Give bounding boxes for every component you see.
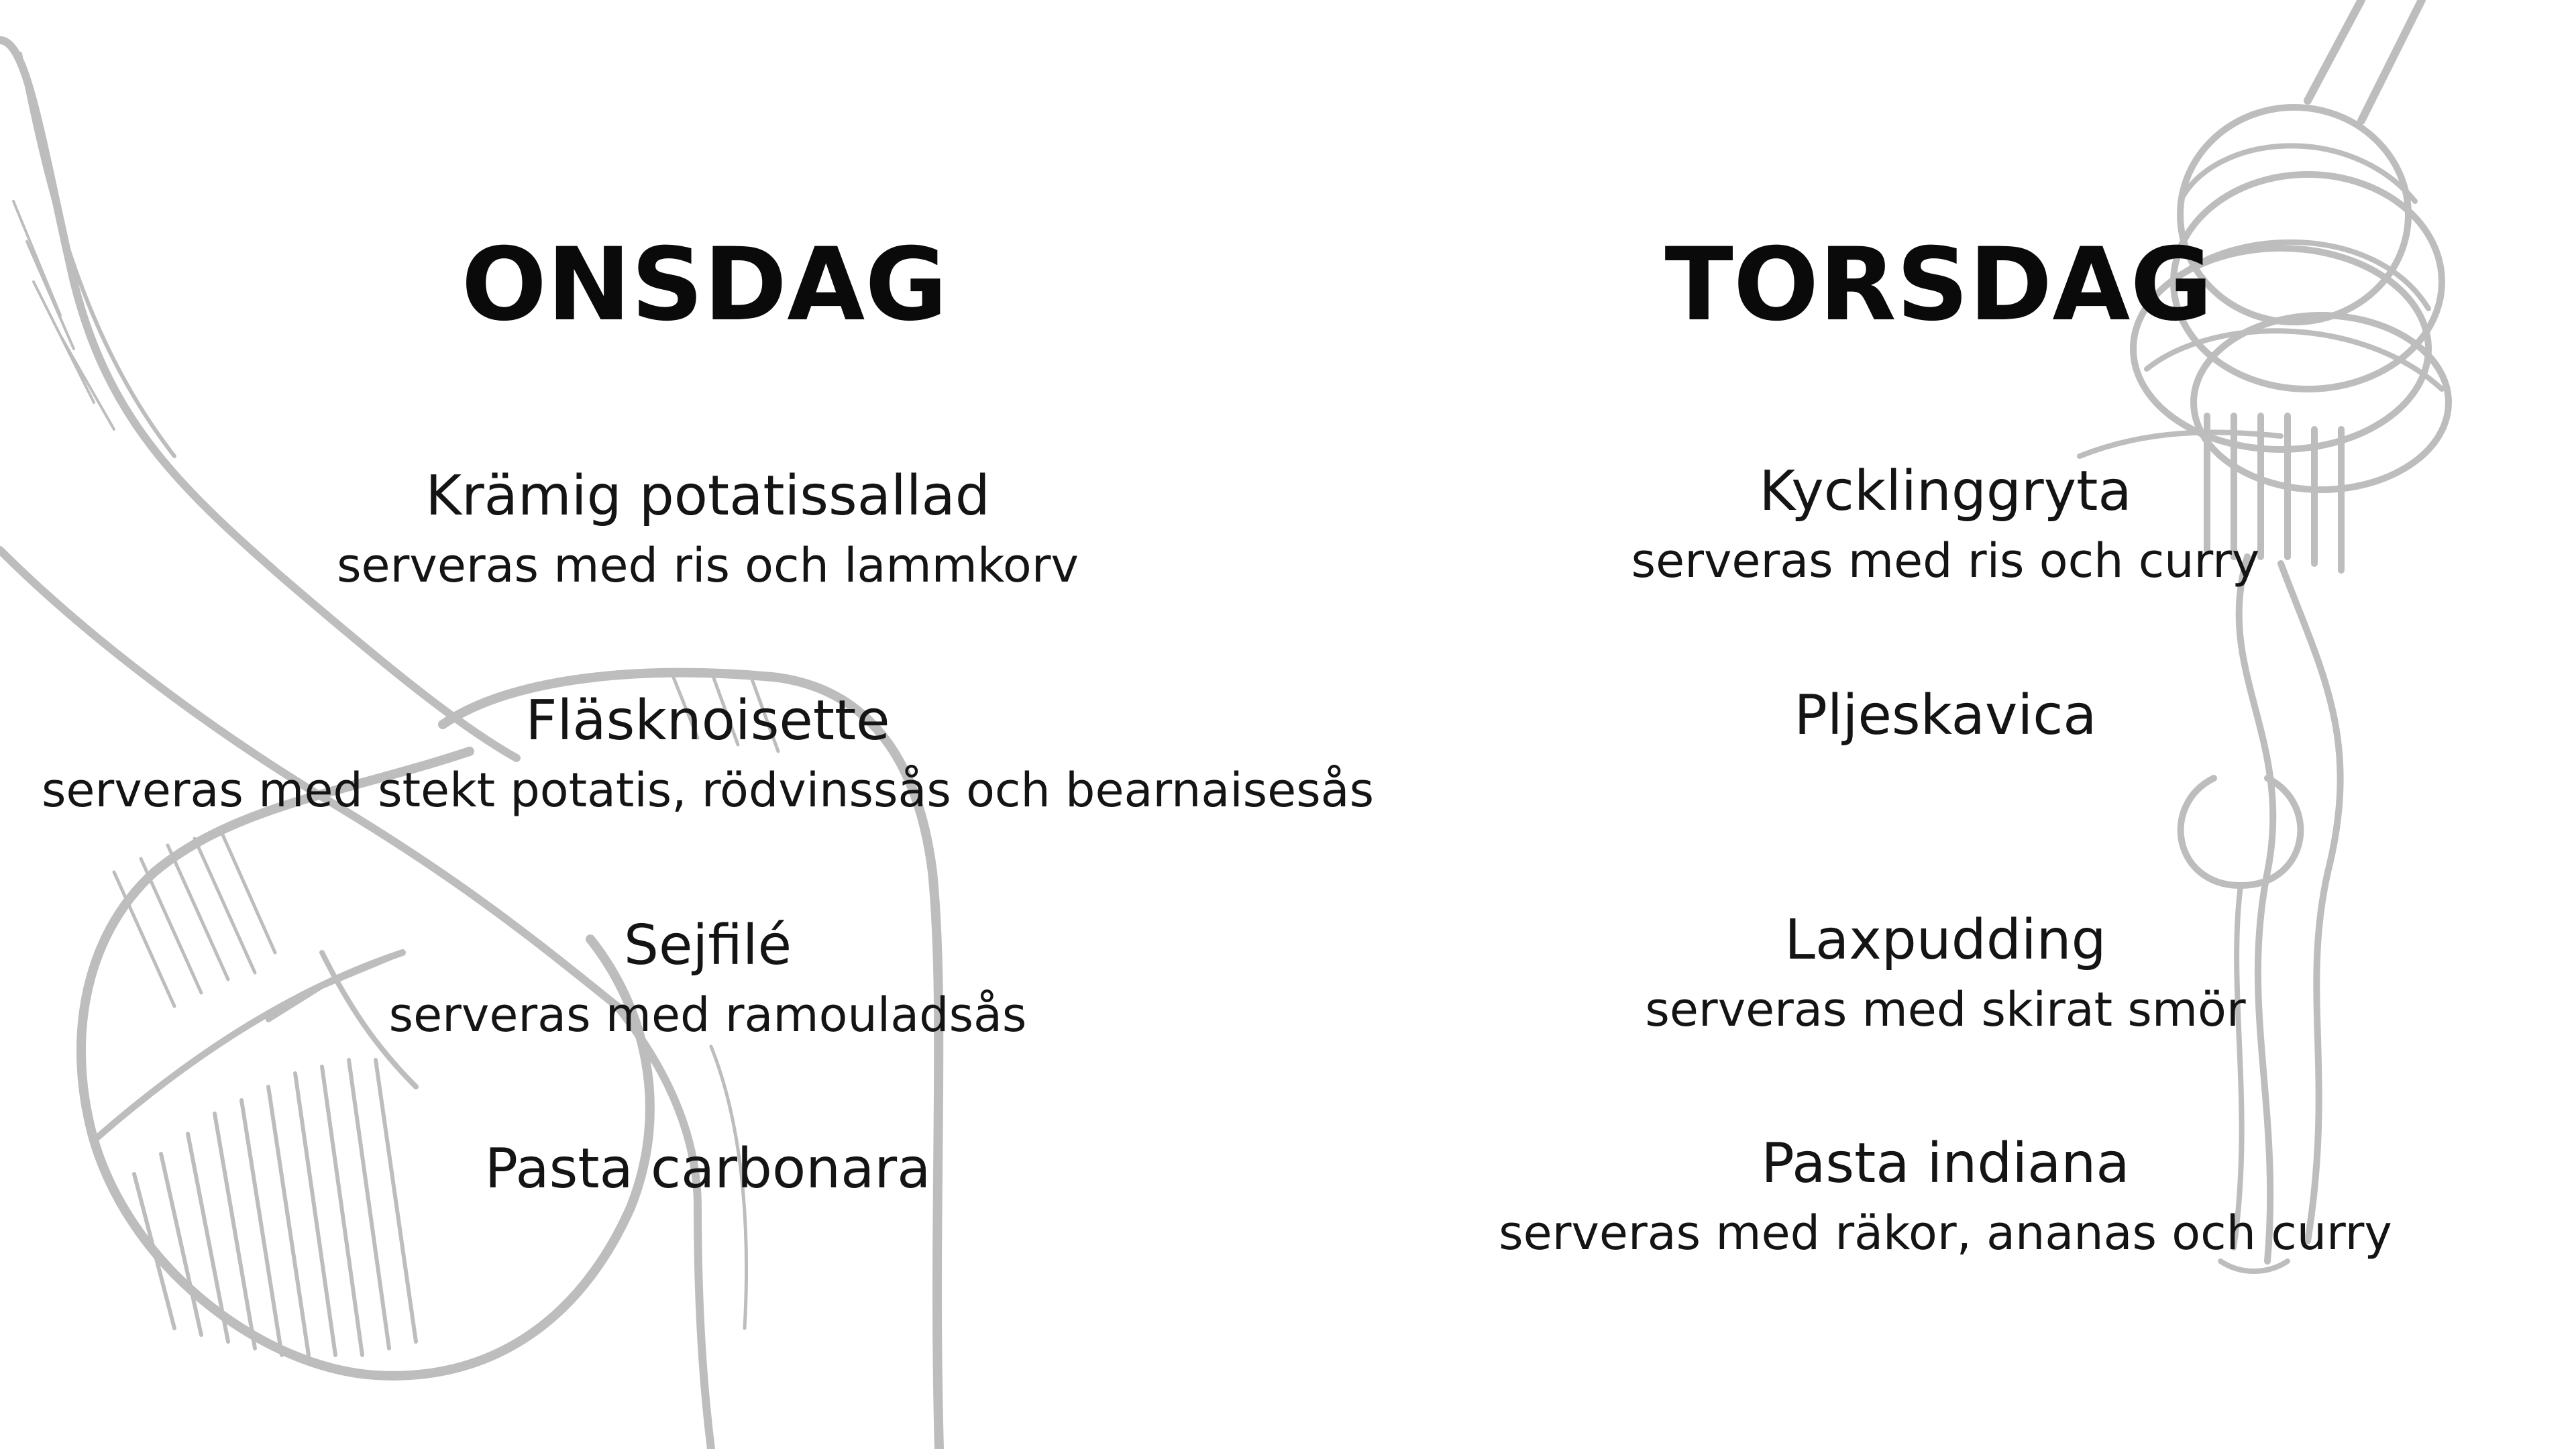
menu-item — [1409, 1130, 2482, 1263]
dish-name: Pasta carbonara — [484, 1137, 931, 1201]
dish-description: serveras med ramouladsås — [388, 987, 1027, 1042]
dish-name: Krämig potatissallad — [425, 464, 990, 528]
dish-name: Laxpudding — [1784, 908, 2106, 972]
dish-name: Fläsknoisette — [525, 689, 890, 753]
menu-item — [0, 912, 1415, 1045]
dish-name: Pasta indiana — [1761, 1132, 2130, 1195]
menu-item — [1409, 458, 2482, 591]
dish-name: Sejfilé — [623, 914, 792, 977]
menu-item — [1409, 682, 2482, 749]
day-title-thursday: TORSDAG — [1664, 227, 2213, 343]
dish-description: serveras med räkor, ananas och curry — [1499, 1205, 2392, 1260]
menu-item — [1409, 907, 2482, 1040]
dish-description: serveras med ris och lammkorv — [337, 538, 1079, 593]
pasta-fork-illustration — [2080, 0, 2449, 1271]
dish-name: Kycklinggryta — [1759, 460, 2132, 523]
menu-item — [0, 688, 1415, 820]
day-title-wednesday: ONSDAG — [461, 227, 948, 343]
dish-description: serveras med stekt potatis, rödvinssås och bearnaisesås — [41, 763, 1375, 818]
dish-description: serveras med skirat smör — [1645, 982, 2246, 1037]
menu-item — [0, 1136, 1415, 1203]
menu-item — [0, 463, 1415, 596]
dish-description: serveras med ris och curry — [1631, 533, 2260, 588]
dish-name: Pljeskavica — [1794, 684, 2097, 747]
